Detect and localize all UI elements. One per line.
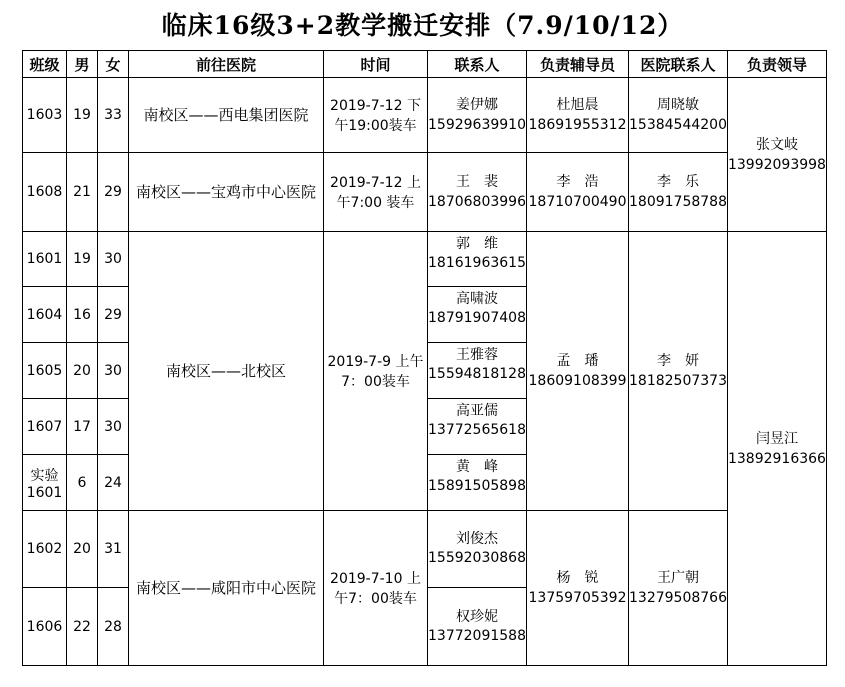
table-row (23, 232, 827, 287)
time-cell: 2019-7-12 上午7:00 装车 (324, 153, 428, 232)
male-count: 6 (67, 455, 98, 511)
header-male: 男 (67, 51, 98, 78)
class-cell: 1607 (23, 399, 67, 455)
header-female: 女 (98, 51, 129, 78)
header-counselor: 负责辅导员 (527, 51, 629, 78)
contact-name: 姜伊娜 (456, 97, 498, 113)
male-count: 22 (67, 588, 98, 666)
header-hospital-contact: 医院联系人 (629, 51, 728, 78)
contact-name: 黄 峰 (456, 459, 498, 475)
table-row (23, 78, 827, 153)
female-count: 24 (98, 455, 129, 511)
hospital-cell: 南校区——宝鸡市中心医院 (129, 153, 324, 232)
counselor-cell (527, 232, 629, 511)
hospital-contact-name: 王广朝 (656, 570, 699, 586)
header-row (23, 51, 827, 78)
hospital-contact-cell (629, 78, 728, 153)
counselor-phone: 18710700490 (528, 194, 627, 210)
class-cell: 1608 (23, 153, 67, 232)
contact-phone: 18161963615 (428, 254, 526, 271)
leader-phone: 13992093998 (727, 156, 826, 173)
counselor-phone: 18691955312 (528, 117, 627, 133)
class-cell: 实验1601 (23, 455, 67, 511)
time-cell: 2019-7-10 上午7：00装车 (324, 511, 428, 666)
counselor-name: 孟 璠 (556, 353, 599, 369)
leader-phone: 13892916366 (727, 450, 826, 467)
male-count: 20 (67, 343, 98, 399)
contact-name: 权珍妮 (456, 608, 498, 625)
male-count: 19 (67, 232, 98, 287)
leader-name: 张文岐 (755, 136, 798, 153)
contact-name: 王 裴 (456, 174, 498, 190)
contact-name: 高啸波 (456, 291, 498, 307)
male-count: 21 (67, 153, 98, 232)
male-count: 20 (67, 511, 98, 588)
table-row (23, 153, 827, 232)
contact-cell (428, 78, 527, 153)
hospital-contact-phone: 13279508766 (629, 590, 727, 606)
counselor-cell (527, 153, 629, 232)
counselor-phone: 13759705392 (528, 590, 627, 606)
header-hospital: 前往医院 (129, 51, 324, 78)
header-leader: 负责领导 (727, 51, 826, 78)
header-contact: 联系人 (428, 51, 527, 78)
female-count: 29 (98, 153, 129, 232)
hospital-contact-cell (629, 511, 728, 666)
counselor-name: 李 浩 (556, 174, 599, 190)
contact-name: 高亚儒 (456, 403, 498, 419)
female-count: 30 (98, 232, 129, 287)
hospital-contact-phone: 18182507373 (629, 373, 727, 389)
contact-cell (428, 399, 527, 455)
hospital-contact-name: 李 乐 (656, 174, 699, 190)
contact-name: 郭 维 (456, 235, 498, 252)
contact-cell (428, 287, 527, 343)
contact-phone: 15929639910 (428, 117, 526, 133)
class-cell: 1601 (23, 232, 67, 287)
contact-cell (428, 232, 527, 287)
hospital-contact-name: 周晓敏 (656, 97, 699, 113)
leader-name: 闫昱江 (755, 430, 798, 447)
counselor-cell (527, 511, 629, 666)
contact-phone: 13772565618 (428, 422, 526, 438)
male-count: 17 (67, 399, 98, 455)
class-cell: 1604 (23, 287, 67, 343)
page-title: 临床16级3+2教学搬迁安排（7.9/10/12） (161, 11, 684, 40)
hospital-cell: 南校区——咸阳市中心医院 (129, 511, 324, 666)
contact-phone: 15891505898 (428, 478, 526, 494)
table-row (23, 511, 827, 588)
contact-name: 王雅蓉 (456, 347, 498, 363)
contact-phone: 18706803996 (428, 194, 526, 210)
hospital-contact-cell (629, 232, 728, 511)
counselor-cell (527, 78, 629, 153)
male-count: 19 (67, 78, 98, 153)
female-count: 33 (98, 78, 129, 153)
header-time: 时间 (324, 51, 428, 78)
contact-cell (428, 455, 527, 511)
female-count: 31 (98, 511, 129, 588)
contact-name: 刘俊杰 (456, 531, 498, 547)
class-cell: 1602 (23, 511, 67, 588)
contact-phone: 13772091588 (428, 627, 526, 644)
contact-cell (428, 588, 527, 666)
female-count: 30 (98, 399, 129, 455)
time-cell: 2019-7-9 上午7：00装车 (324, 232, 428, 511)
contact-cell (428, 153, 527, 232)
male-count: 16 (67, 287, 98, 343)
hospital-contact-name: 李 妍 (656, 353, 699, 369)
schedule-table (22, 50, 827, 666)
female-count: 29 (98, 287, 129, 343)
class-cell: 1605 (23, 343, 67, 399)
counselor-name: 杨 锐 (556, 570, 599, 586)
counselor-name: 杜旭晨 (556, 97, 599, 113)
leader-cell (727, 232, 826, 666)
header-class: 班级 (23, 51, 67, 78)
class-cell: 1606 (23, 588, 67, 666)
contact-cell (428, 343, 527, 399)
contact-phone: 15592030868 (428, 550, 526, 566)
hospital-contact-phone: 18091758788 (629, 194, 727, 210)
time-cell: 2019-7-12 下午19:00装车 (324, 78, 428, 153)
counselor-phone: 18609108399 (528, 373, 627, 389)
contact-cell (428, 511, 527, 588)
contact-phone: 18791907408 (428, 310, 526, 326)
hospital-cell: 南校区——西电集团医院 (129, 78, 324, 153)
class-cell: 1603 (23, 78, 67, 153)
contact-phone: 15594818128 (428, 366, 526, 382)
female-count: 28 (98, 588, 129, 666)
female-count: 30 (98, 343, 129, 399)
leader-cell (727, 78, 826, 232)
hospital-contact-cell (629, 153, 728, 232)
hospital-contact-phone: 15384544200 (629, 117, 727, 133)
hospital-cell: 南校区——北校区 (129, 232, 324, 511)
